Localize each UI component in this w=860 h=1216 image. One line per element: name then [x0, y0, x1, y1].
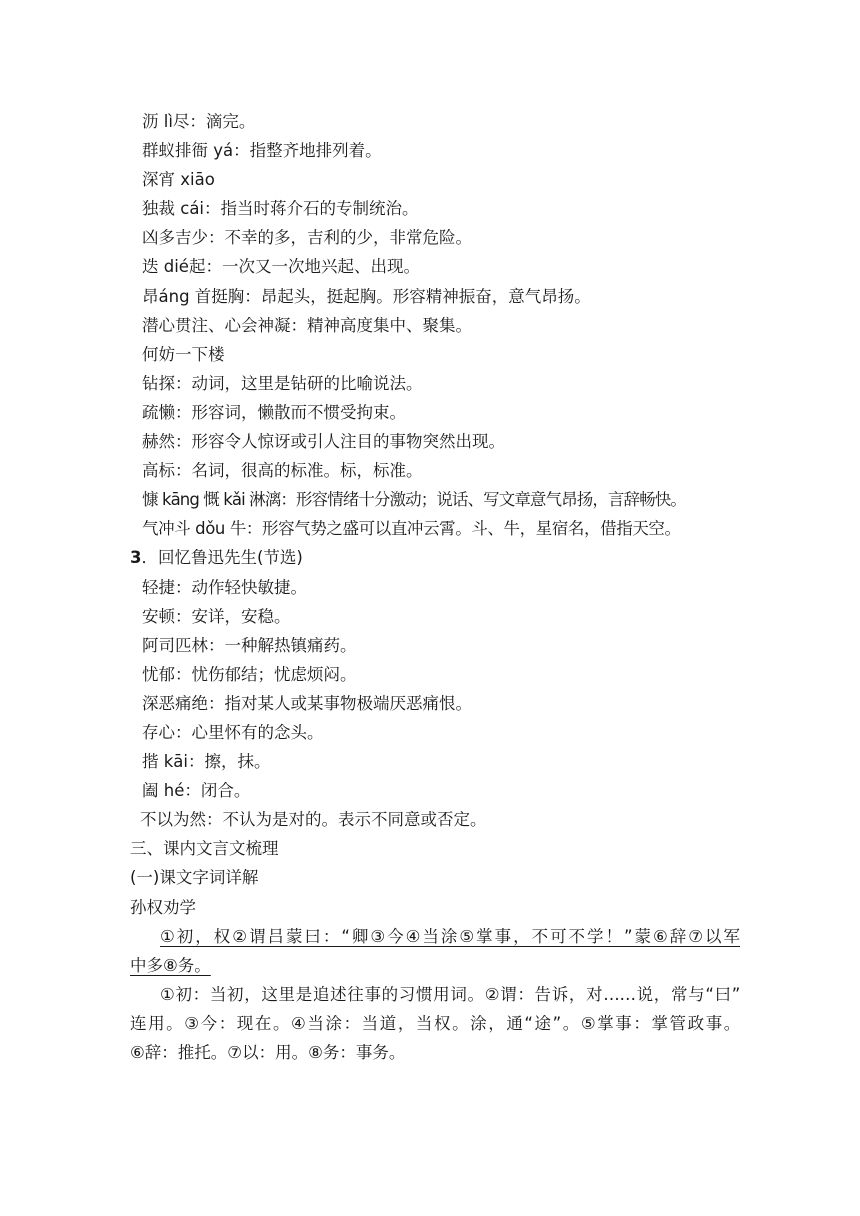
- vocab-item: 赫然：形容令人惊讶或引人注目的事物突然出现。: [142, 432, 505, 452]
- annotation-line: ①初：当初，这里是追述往事的习惯用词。②谓：告诉，对……说，常与“曰”: [160, 984, 740, 1004]
- vocab-item: 迭 dié起：一次又一次地兴起、出现。: [142, 257, 420, 277]
- vocab-item: 慷 kāng 慨 kǎi 淋漓：形容情绪十分激动；说话、写文章意气昂扬，言辞畅快。: [142, 490, 686, 510]
- annotation-line: ⑥辞：推托。⑦以：用。⑧务：事务。: [130, 1043, 406, 1062]
- lesson-title: 孙权劝学: [130, 897, 196, 917]
- vocab-item: 气冲斗 dǒu 牛：形容气势之盛可以直冲云霄。斗、牛，星宿名，借指天空。: [142, 519, 681, 539]
- vocab-item: 群蚁排衙 yá：指整齐地排列着。: [142, 141, 382, 161]
- vocab-item: 何妨一下楼: [142, 344, 225, 364]
- vocab-item: 凶多吉少：不幸的多，吉利的少，非常危险。: [142, 228, 472, 248]
- classical-text-line: [130, 951, 740, 980]
- section-title: ．回忆鲁迅先生(节选): [141, 548, 303, 568]
- vocab-item: 昂áng 首挺胸：昂起头，挺起胸。形容精神振奋，意气昂扬。: [142, 286, 591, 306]
- vocab-item: 高标：名词，很高的标准。标，标准。: [142, 461, 423, 481]
- annotation-line: 连用。③今：现在。④当涂：当道，当权。涂，通“途”。⑤掌事：掌管政事。: [130, 1013, 740, 1033]
- vocab-item: 不以为然：不认为是对的。表示不同意或否定。: [140, 810, 487, 830]
- subsection-heading: (一)课文字词详解: [130, 868, 259, 888]
- vocab-item: 轻捷：动作轻快敏捷。: [142, 577, 307, 597]
- vocab-item: 沥 lì尽：滴完。: [142, 112, 256, 131]
- section-heading: [130, 543, 740, 572]
- classical-text: ①初，权②谓吕蒙曰：“卿③今④当涂⑤掌事，不可不学！”蒙⑥辞⑦以军: [160, 926, 740, 946]
- document-body: [130, 107, 740, 1067]
- vocab-item: 安顿：安详，安稳。: [142, 606, 291, 626]
- vocab-item: 疏懒：形容词，懒散而不惯受拘束。: [142, 402, 406, 422]
- vocab-item: 深恶痛绝：指对某人或某事物极端厌恶痛恨。: [142, 693, 472, 713]
- classical-text-line: [130, 922, 740, 951]
- vocab-item: 钻探：动词，这里是钻研的比喻说法。: [142, 373, 423, 393]
- vocab-item: 潜心贯注、心会神凝：精神高度集中、聚集。: [142, 315, 472, 335]
- vocab-item: 阖 hé：闭合。: [142, 781, 251, 801]
- vocab-item: 深宵 xiāo: [142, 170, 215, 190]
- classical-text: 中多⑧务。: [130, 955, 211, 975]
- vocab-item: 独裁 cái：指当时蒋介石的专制统治。: [142, 199, 419, 219]
- part-heading: 三、课内文言文梳理: [130, 839, 279, 859]
- vocab-item: 阿司匹林：一种解热镇痛药。: [142, 635, 357, 655]
- vocab-item: 忧郁：忧伤郁结；忧虑烦闷。: [142, 664, 357, 684]
- section-number: 3: [130, 548, 142, 568]
- vocab-item: 存心：心里怀有的念头。: [142, 722, 324, 742]
- vocab-item: 揩 kāi：擦，抹。: [142, 752, 271, 772]
